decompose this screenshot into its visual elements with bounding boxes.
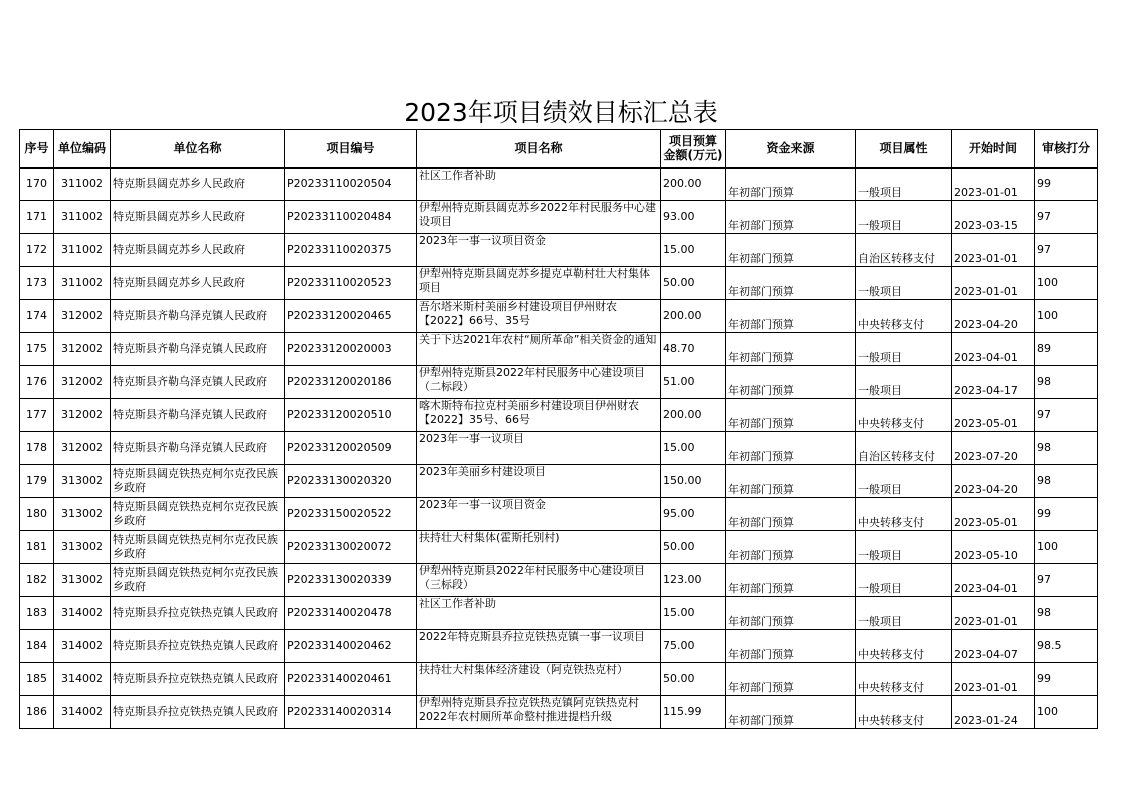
score-cell: 99 [1035, 498, 1098, 531]
score-cell: 97 [1035, 201, 1098, 234]
start-date-cell: 2023-01-01 [952, 597, 1035, 630]
row-index: 176 [20, 366, 54, 399]
project-code-cell: P20233130020072 [285, 531, 417, 564]
project-name-cell: 社区工作者补助 [417, 168, 661, 201]
project-name-cell: 扶持壮大村集体(霍斯托别村) [417, 531, 661, 564]
header-amount [661, 130, 726, 168]
header-unit-name: 单位名称 [111, 130, 285, 168]
table-row [20, 267, 1098, 300]
project-code-cell: P20233130020339 [285, 564, 417, 597]
fund-source-cell: 年初部门预算 [726, 300, 856, 333]
amount-cell: 15.00 [661, 597, 726, 630]
header-unit-code: 单位编码 [54, 130, 111, 168]
table-row [20, 630, 1098, 663]
header-amount-line1: 项目预算 [668, 134, 717, 149]
project-attribute-cell: 中央转移支付 [856, 498, 952, 531]
table-row [20, 597, 1098, 630]
score-cell: 97 [1035, 234, 1098, 267]
start-date-cell: 2023-05-01 [952, 399, 1035, 432]
start-date-cell: 2023-05-01 [952, 498, 1035, 531]
score-cell: 89 [1035, 333, 1098, 366]
unit-name-cell: 特克斯县阔克铁热克柯尔克孜民族乡政府 [111, 498, 285, 531]
start-date-cell: 2023-03-15 [952, 201, 1035, 234]
project-code-cell: P20233120020186 [285, 366, 417, 399]
fund-source-cell: 年初部门预算 [726, 399, 856, 432]
header-score: 审核打分 [1035, 130, 1098, 168]
score-cell: 98 [1035, 465, 1098, 498]
score-cell: 97 [1035, 399, 1098, 432]
project-attribute-cell: 一般项目 [856, 333, 952, 366]
unit-name-cell: 特克斯县乔拉克铁热克镇人民政府 [111, 663, 285, 696]
start-date-cell: 2023-04-07 [952, 630, 1035, 663]
unit-name-cell: 特克斯县阔克苏乡人民政府 [111, 234, 285, 267]
table-row [20, 663, 1098, 696]
project-name-cell: 2022年特克斯县乔拉克铁热克镇一事一议项目 [417, 630, 661, 663]
project-name-cell: 关于下达2021年农村“厕所革命”相关资金的通知 [417, 333, 661, 366]
score-cell: 99 [1035, 663, 1098, 696]
unit-code-cell: 313002 [54, 465, 111, 498]
row-index: 184 [20, 630, 54, 663]
table-header-row [20, 130, 1098, 168]
amount-cell: 15.00 [661, 234, 726, 267]
start-date-cell: 2023-01-24 [952, 696, 1035, 729]
project-name-cell: 伊犁州特克斯县阔克苏乡提克卓勒村壮大村集体项目 [417, 267, 661, 300]
project-name-cell: 2023年一事一议项目资金 [417, 234, 661, 267]
unit-name-cell: 特克斯县阔克苏乡人民政府 [111, 267, 285, 300]
unit-name-cell: 特克斯县齐勒乌泽克镇人民政府 [111, 366, 285, 399]
unit-name-cell: 特克斯县阔克铁热克柯尔克孜民族乡政府 [111, 564, 285, 597]
project-code-cell: P20233120020003 [285, 333, 417, 366]
header-project-name: 项目名称 [417, 130, 661, 168]
fund-source-cell: 年初部门预算 [726, 630, 856, 663]
row-index: 182 [20, 564, 54, 597]
row-index: 173 [20, 267, 54, 300]
fund-source-cell: 年初部门预算 [726, 465, 856, 498]
amount-cell: 115.99 [661, 696, 726, 729]
row-index: 181 [20, 531, 54, 564]
project-code-cell: P20233140020462 [285, 630, 417, 663]
project-code-cell: P20233110020504 [285, 168, 417, 201]
project-name-cell: 伊犁州特克斯县乔拉克铁热克镇阿克铁热克村2022年农村厕所革命整村推进提档升级 [417, 696, 661, 729]
unit-code-cell: 314002 [54, 663, 111, 696]
project-code-cell: P20233150020522 [285, 498, 417, 531]
row-index: 185 [20, 663, 54, 696]
start-date-cell: 2023-04-20 [952, 300, 1035, 333]
fund-source-cell: 年初部门预算 [726, 663, 856, 696]
project-attribute-cell: 一般项目 [856, 597, 952, 630]
table-row [20, 531, 1098, 564]
unit-code-cell: 314002 [54, 597, 111, 630]
fund-source-cell: 年初部门预算 [726, 201, 856, 234]
project-name-cell: 吾尔塔米斯村美丽乡村建设项目伊州财农【2022】66号、35号 [417, 300, 661, 333]
project-code-cell: P20233120020509 [285, 432, 417, 465]
project-attribute-cell: 一般项目 [856, 201, 952, 234]
unit-code-cell: 314002 [54, 696, 111, 729]
table-row [20, 498, 1098, 531]
amount-cell: 48.70 [661, 333, 726, 366]
project-name-cell: 2023年一事一议项目资金 [417, 498, 661, 531]
fund-source-cell: 年初部门预算 [726, 333, 856, 366]
table-row [20, 234, 1098, 267]
score-cell: 100 [1035, 300, 1098, 333]
row-index: 174 [20, 300, 54, 333]
unit-code-cell: 312002 [54, 399, 111, 432]
project-code-cell: P20233110020484 [285, 201, 417, 234]
unit-code-cell: 311002 [54, 201, 111, 234]
fund-source-cell: 年初部门预算 [726, 597, 856, 630]
fund-source-cell: 年初部门预算 [726, 168, 856, 201]
score-cell: 100 [1035, 267, 1098, 300]
page-title: 2023年项目绩效目标汇总表 [404, 98, 718, 127]
table-row [20, 432, 1098, 465]
project-code-cell: P20233110020523 [285, 267, 417, 300]
project-code-cell: P20233140020314 [285, 696, 417, 729]
unit-name-cell: 特克斯县齐勒乌泽克镇人民政府 [111, 432, 285, 465]
fund-source-cell: 年初部门预算 [726, 234, 856, 267]
start-date-cell: 2023-04-01 [952, 333, 1035, 366]
fund-source-cell: 年初部门预算 [726, 531, 856, 564]
unit-name-cell: 特克斯县阔克铁热克柯尔克孜民族乡政府 [111, 465, 285, 498]
project-attribute-cell: 中央转移支付 [856, 300, 952, 333]
amount-cell: 123.00 [661, 564, 726, 597]
unit-code-cell: 313002 [54, 531, 111, 564]
project-name-cell: 扶持壮大村集体经济建设（阿克铁热克村） [417, 663, 661, 696]
table-row [20, 564, 1098, 597]
row-index: 170 [20, 168, 54, 201]
project-code-cell: P20233120020465 [285, 300, 417, 333]
row-index: 186 [20, 696, 54, 729]
unit-code-cell: 311002 [54, 168, 111, 201]
project-attribute-cell: 一般项目 [856, 366, 952, 399]
fund-source-cell: 年初部门预算 [726, 267, 856, 300]
row-index: 179 [20, 465, 54, 498]
unit-code-cell: 314002 [54, 630, 111, 663]
unit-name-cell: 特克斯县阔克铁热克柯尔克孜民族乡政府 [111, 531, 285, 564]
header-attribute: 项目属性 [856, 130, 952, 168]
amount-cell: 50.00 [661, 531, 726, 564]
amount-cell: 50.00 [661, 267, 726, 300]
amount-cell: 200.00 [661, 168, 726, 201]
project-attribute-cell: 中央转移支付 [856, 663, 952, 696]
start-date-cell: 2023-01-01 [952, 663, 1035, 696]
project-name-cell: 2023年美丽乡村建设项目 [417, 465, 661, 498]
project-attribute-cell: 一般项目 [856, 531, 952, 564]
amount-cell: 51.00 [661, 366, 726, 399]
score-cell: 97 [1035, 564, 1098, 597]
project-attribute-cell: 一般项目 [856, 168, 952, 201]
header-idx: 序号 [20, 130, 54, 168]
start-date-cell: 2023-01-01 [952, 234, 1035, 267]
row-index: 177 [20, 399, 54, 432]
fund-source-cell: 年初部门预算 [726, 366, 856, 399]
start-date-cell: 2023-04-17 [952, 366, 1035, 399]
table-row [20, 399, 1098, 432]
header-start-date: 开始时间 [952, 130, 1035, 168]
score-cell: 99 [1035, 168, 1098, 201]
project-code-cell: P20233140020478 [285, 597, 417, 630]
project-attribute-cell: 中央转移支付 [856, 630, 952, 663]
table-row [20, 201, 1098, 234]
unit-code-cell: 312002 [54, 432, 111, 465]
unit-code-cell: 311002 [54, 267, 111, 300]
start-date-cell: 2023-05-10 [952, 531, 1035, 564]
amount-cell: 50.00 [661, 663, 726, 696]
unit-name-cell: 特克斯县乔拉克铁热克镇人民政府 [111, 630, 285, 663]
project-name-cell: 喀木斯特布拉克村美丽乡村建设项目伊州财农【2022】35号、66号 [417, 399, 661, 432]
header-source: 资金来源 [726, 130, 856, 168]
header-project-code: 项目编号 [285, 130, 417, 168]
table-row [20, 300, 1098, 333]
unit-code-cell: 313002 [54, 498, 111, 531]
unit-name-cell: 特克斯县阔克苏乡人民政府 [111, 201, 285, 234]
row-index: 180 [20, 498, 54, 531]
row-index: 172 [20, 234, 54, 267]
start-date-cell: 2023-04-01 [952, 564, 1035, 597]
score-cell: 98 [1035, 432, 1098, 465]
amount-cell: 75.00 [661, 630, 726, 663]
unit-code-cell: 312002 [54, 333, 111, 366]
amount-cell: 150.00 [661, 465, 726, 498]
start-date-cell: 2023-01-01 [952, 267, 1035, 300]
project-attribute-cell: 自治区转移支付 [856, 432, 952, 465]
table-row [20, 366, 1098, 399]
unit-code-cell: 312002 [54, 366, 111, 399]
amount-cell: 95.00 [661, 498, 726, 531]
project-code-cell: P20233130020320 [285, 465, 417, 498]
unit-code-cell: 313002 [54, 564, 111, 597]
project-attribute-cell: 中央转移支付 [856, 696, 952, 729]
fund-source-cell: 年初部门预算 [726, 432, 856, 465]
fund-source-cell: 年初部门预算 [726, 696, 856, 729]
project-name-cell: 伊犁州特克斯县阔克苏乡2022年村民服务中心建设项目 [417, 201, 661, 234]
project-attribute-cell: 一般项目 [856, 465, 952, 498]
project-attribute-cell: 中央转移支付 [856, 399, 952, 432]
fund-source-cell: 年初部门预算 [726, 498, 856, 531]
unit-name-cell: 特克斯县阔克苏乡人民政府 [111, 168, 285, 201]
row-index: 183 [20, 597, 54, 630]
project-attribute-cell: 一般项目 [856, 267, 952, 300]
project-code-cell: P20233110020375 [285, 234, 417, 267]
project-name-cell: 2023年一事一议项目 [417, 432, 661, 465]
table-row [20, 465, 1098, 498]
row-index: 175 [20, 333, 54, 366]
unit-code-cell: 311002 [54, 234, 111, 267]
start-date-cell: 2023-04-20 [952, 465, 1035, 498]
unit-name-cell: 特克斯县乔拉克铁热克镇人民政府 [111, 597, 285, 630]
project-name-cell: 社区工作者补助 [417, 597, 661, 630]
project-code-cell: P20233120020510 [285, 399, 417, 432]
start-date-cell: 2023-01-01 [952, 168, 1035, 201]
project-attribute-cell: 自治区转移支付 [856, 234, 952, 267]
project-table [19, 129, 1098, 729]
score-cell: 98.5 [1035, 630, 1098, 663]
amount-cell: 200.00 [661, 300, 726, 333]
amount-cell: 15.00 [661, 432, 726, 465]
row-index: 171 [20, 201, 54, 234]
project-attribute-cell: 一般项目 [856, 564, 952, 597]
amount-cell: 93.00 [661, 201, 726, 234]
unit-name-cell: 特克斯县乔拉克铁热克镇人民政府 [111, 696, 285, 729]
score-cell: 98 [1035, 597, 1098, 630]
score-cell: 100 [1035, 531, 1098, 564]
table-row [20, 333, 1098, 366]
table-row [20, 696, 1098, 729]
amount-cell: 200.00 [661, 399, 726, 432]
unit-name-cell: 特克斯县齐勒乌泽克镇人民政府 [111, 300, 285, 333]
row-index: 178 [20, 432, 54, 465]
start-date-cell: 2023-07-20 [952, 432, 1035, 465]
header-amount-line2: 金额(万元) [663, 148, 723, 163]
unit-name-cell: 特克斯县齐勒乌泽克镇人民政府 [111, 399, 285, 432]
score-cell: 100 [1035, 696, 1098, 729]
project-code-cell: P20233140020461 [285, 663, 417, 696]
project-name-cell: 伊犁州特克斯县2022年村民服务中心建设项目（三标段） [417, 564, 661, 597]
table-row [20, 168, 1098, 201]
unit-code-cell: 312002 [54, 300, 111, 333]
unit-name-cell: 特克斯县齐勒乌泽克镇人民政府 [111, 333, 285, 366]
fund-source-cell: 年初部门预算 [726, 564, 856, 597]
project-name-cell: 伊犁州特克斯县2022年村民服务中心建设项目（二标段） [417, 366, 661, 399]
score-cell: 98 [1035, 366, 1098, 399]
